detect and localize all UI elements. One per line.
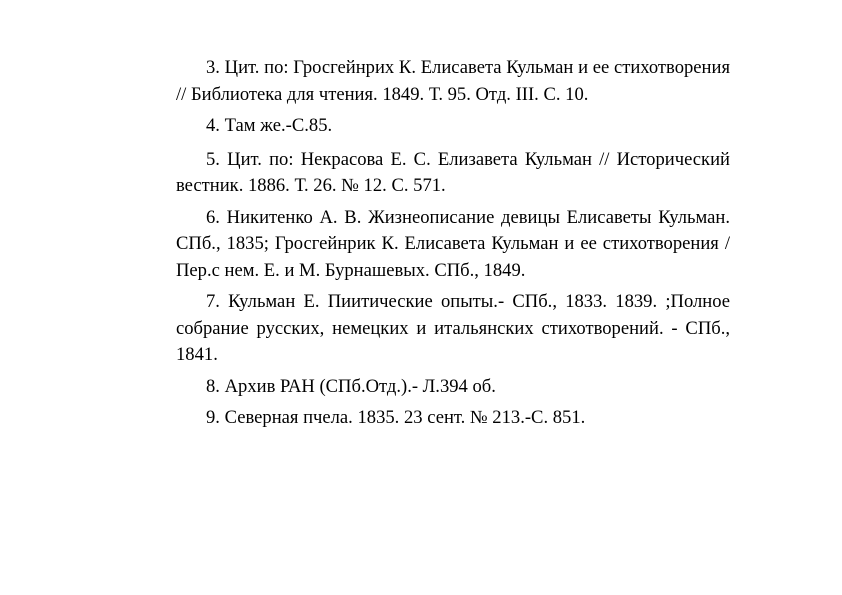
footnote-6: 6. Никитенко А. В. Жизнеописание девицы Елисаветы Кульман. СПб., 1835; Гросгейнрик К. Елисавета Кульман и ее стихотворения / Пер.с нем. Е. и М. Бурнашевых. СПб., 1849. bbox=[176, 206, 730, 281]
footnote-3: 3. Цит. по: Гросгейнрих К. Елисавета Кульман и ее стихотворения // Библиотека для чтения. 1849. Т. 95. Отд. III. С. 10. bbox=[176, 57, 730, 105]
footnote-4: 4. Там же.-С.85. bbox=[206, 115, 333, 136]
footnote-8: 8. Архив РАН (СПб.Отд.).- Л.394 об. bbox=[206, 375, 496, 397]
footnotes-list bbox=[176, 55, 730, 432]
footnote-5: 5. Цит. по: Некрасова Е. С. Елизавета Кульман // Исторический вестник. 1886. Т. 26. № 12. С. 571. bbox=[176, 148, 730, 196]
footnote-7: 7. Кульман Е. Пиитические опыты.- СПб., 1833. 1839. ;Полное собрание русских, немецких и итальянских стихотворений. - СПб., 1841. bbox=[176, 291, 730, 365]
footnote-9: 9. Северная пчела. 1835. 23 сент. № 213.-С. 851. bbox=[206, 407, 586, 428]
